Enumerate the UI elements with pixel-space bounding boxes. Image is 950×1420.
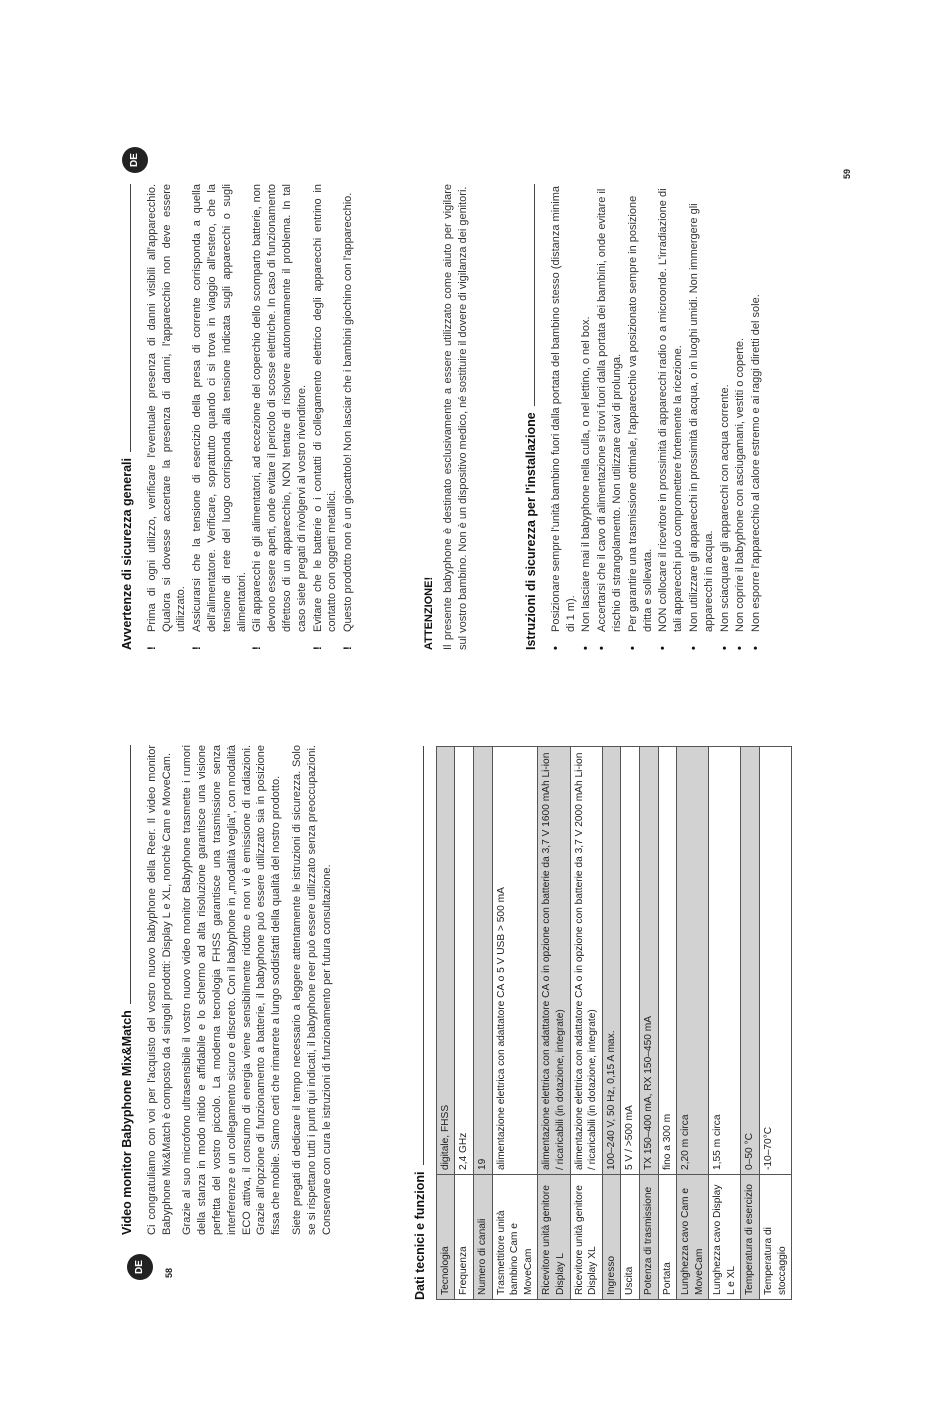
install-item-marker: • (750, 646, 763, 650)
spec-title-row (413, 746, 428, 1300)
spec-table (436, 746, 792, 1300)
warning-item (311, 184, 341, 650)
title-rule (423, 746, 424, 1166)
spec-row (621, 747, 640, 1300)
spec-value: -10–70°C (760, 747, 792, 1175)
spec-row (741, 747, 760, 1300)
intro-paragraph-1: Ci congratuliamo con voi per l'acquisto del vostro nuovo babyphone della Reer. Il video monitor Babyphone Mix&Match è composto da 4 singoli prodotti: Display L e XL, nonché Cam e MoveCam. (145, 745, 173, 1235)
warning-item-text: Prima di ogni utilizzo, verificare l'eventuale presenza di danni visibili all'apparecchio. Qualora si dovesse accertare la presenza di danni, l'apparecchio non deve essere utilizzato. (145, 184, 188, 632)
spec-key: Temperatura di esercizio (741, 1175, 760, 1300)
spec-row (760, 747, 792, 1300)
spec-value: alimentazione elettrica con adattatore CA o in opzione con batterie da 3,7 V 2000 mAh Li-ion / ricaricabili (in dotazione, integrate) (570, 747, 602, 1175)
spec-row (538, 747, 570, 1300)
spec-value: TX 150–400 mA, RX 150–450 mA (639, 747, 658, 1175)
spec-key: Ricevitore unità genitore Display XL (570, 1175, 602, 1300)
title-rule (130, 184, 131, 452)
title-rule (130, 745, 131, 1004)
warning-item (250, 184, 309, 650)
warnings-section (120, 184, 357, 650)
install-item (718, 184, 733, 650)
install-item-text: Posizionare sempre l'unità bambino fuori dalla portata del bambino stesso (distanza minima di 1 m). (549, 186, 577, 632)
warning-item-text: Evitare che le batterie o i contatti di collegamento elettrico degli apparecchi entrino in contatto con oggetti metallici. (311, 184, 339, 632)
spec-key: Numero di canali (473, 1175, 492, 1300)
spec-row (658, 747, 677, 1300)
install-section (524, 184, 765, 650)
spec-row (677, 747, 709, 1300)
install-item-text: Non sciacquare gli apparecchi con acqua corrente. (718, 384, 731, 632)
spec-row (639, 747, 658, 1300)
spec-key: Temperatura di stoccaggio (760, 1175, 792, 1300)
warning-item-text: Questo prodotto non è un giocattolo! Non lasciar che i bambini giochino con l'apparecchio. (342, 192, 355, 632)
spec-key: Ricevitore unità genitore Display L (538, 1175, 570, 1300)
spec-key: Frequenza (455, 1175, 474, 1300)
intro-column (120, 745, 340, 1235)
install-list (549, 184, 764, 650)
install-item-marker: • (657, 646, 670, 650)
install-item-text: Per garantire una trasmissione ottimale, l'apparecchio va posizionato sempre in posizione dritta e sollevata. (626, 195, 654, 632)
spec-key: Portata (658, 1175, 677, 1300)
spec-value: fino a 300 m (658, 747, 677, 1175)
warning-item (341, 184, 356, 650)
attention-section (422, 184, 476, 650)
warnings-title-row (120, 184, 135, 650)
warning-item-marker: ! (191, 646, 204, 650)
install-item-marker: • (549, 646, 562, 650)
spec-row (436, 747, 455, 1300)
install-item (656, 184, 686, 650)
warning-item-marker: ! (145, 646, 158, 650)
install-item-text: NON collocare il ricevitore in prossimità di apparecchi radio o a microonde. L'irradiazione di tali apparecchi può compromettere fortemente la ricezione. (657, 188, 685, 632)
warning-item-marker: ! (342, 646, 355, 650)
warning-item (145, 184, 189, 650)
spec-value: 0–50 °C (741, 747, 760, 1175)
language-badge-right: DE (122, 147, 148, 173)
spec-value: alimentazione elettrica con adattatore CA o in opzione con batterie da 3,7 V 1600 mAh Li-ion / ricaricabili (in dotazione, integrate) (538, 747, 570, 1175)
warnings-title: Avvertenze di sicurezza generali (120, 458, 134, 650)
install-item-text: Accertarsi che il cavo di alimentazione si trovi fuori dalla portata dei bambini, onde evitare il rischio di strangolamento. Non utilizzare cavi di prolunga. (596, 188, 623, 632)
spec-row (473, 747, 492, 1300)
install-item (626, 184, 656, 650)
install-title-row (524, 184, 539, 650)
warning-item-marker: ! (251, 646, 264, 650)
install-item-text: Non esporre l'apparecchio al calore estremo e ai raggi diretti del sole. (750, 294, 763, 632)
install-item-text: Non lasciare mai il babyphone nella culla, o nel lettino, o nel box. (580, 316, 593, 632)
install-item-marker: • (734, 646, 747, 650)
language-badge-left: DE (127, 1254, 153, 1280)
install-item-marker: • (687, 646, 700, 650)
spec-value: 19 (473, 747, 492, 1175)
spec-row (602, 747, 621, 1300)
spec-key: Lunghezza cavo Display L e XL (709, 1175, 741, 1300)
warning-item-text: Gli apparecchi e gli alimentatori, ad eccezione del coperchio dello scomparto batterie, non devono essere aperti, onde evitare il pericolo di scosse elettriche. In caso di funzionamento difettoso di un apparecchio, NON tentare di risolvere autonomamente il problema. In tal caso siete pregati di rivolgervi al vostro rivenditore. (251, 184, 308, 632)
warning-item-text: Assicurarsi che la tensione di esercizio della presa di corrente corrisponda a quella dell'alimentatore. Verificare, soprattutto quando ci si trova in viaggio all'estero, che la tensione di rete del luogo corrisponda alla tensione indicata sugli apparecchi o sugli alimentatori. (191, 184, 248, 632)
install-title: Istruzioni di sicurezza per l'installazione (524, 412, 538, 650)
install-item-marker: • (626, 646, 639, 650)
warning-item (190, 184, 249, 650)
install-item (687, 184, 717, 650)
spec-key: Uscita (621, 1175, 640, 1300)
spec-key: Potenza di trasmissione (639, 1175, 658, 1300)
spec-row (455, 747, 474, 1300)
spec-row (492, 747, 538, 1300)
page-number-right: 59 (842, 168, 852, 179)
spec-key: Trasmettitore unità bambino Cam e MoveCam (492, 1175, 538, 1300)
install-item (579, 184, 594, 650)
intro-title: Video monitor Babyphone Mix&Match (120, 1010, 134, 1235)
page-number-left: 58 (164, 1267, 174, 1278)
spec-value: 2,4 GHz (455, 747, 474, 1175)
intro-paragraph-3: Siete pregati di dedicare il tempo necessario a leggere attentamente le istruzioni di sicurezza. Solo se si rispettano tutti i punti qui indicati, il babyphone reer può essere utilizzato senza preoccupazioni. Conservare con cura le istruzioni di funzionamento per futura consultazione. (290, 745, 333, 1235)
spec-value: 5 V / >500 mA (621, 747, 640, 1175)
spec-row (709, 747, 741, 1300)
intro-paragraph-2: Grazie al suo microfono ultrasensibile il vostro nuovo video monitor Babyphone trasmette i rumori della stanza in modo nitido e affidabile e lo schermo ad alta risoluzione garantisce una visione perfetta del vostro piccolo. La moderna tecnologia FHSS garantisce una trasmissione senza interferenze e un collegamento sicuro e discreto. Con il babyphone in „modalità veglia", con modalità ECO attiva, il consumo di energia viene sensibilmente ridotto e non vi è emissione di radiazioni. Grazie all'opzione di funzionamento a batterie, il babyphone può essere utilizzato sia in posizione fissa che mobile. Siamo certi che rimarrete a lungo soddisfatti della qualità del nostro prodotto. (181, 744, 283, 1235)
intro-title-row (120, 745, 135, 1235)
install-item-marker: • (718, 646, 731, 650)
title-rule (534, 184, 535, 406)
install-item-marker: • (580, 646, 593, 650)
spec-value: digitale, FHSS (436, 747, 455, 1175)
spec-value: alimentazione elettrica con adattatore CA o 5 V USB > 500 mA (492, 747, 538, 1175)
install-item-marker: • (596, 646, 609, 650)
spec-section (413, 746, 792, 1300)
spec-key: Tecnologia (436, 1175, 455, 1300)
warning-item-marker: ! (311, 646, 324, 650)
spec-value: 100–240 V, 50 Hz, 0,15 A max. (602, 747, 621, 1175)
install-item (733, 184, 748, 650)
spec-title: Dati tecnici e funzioni (413, 1171, 427, 1300)
install-item (595, 184, 625, 650)
spec-value: 2,20 m circa (677, 747, 709, 1175)
warnings-list (145, 184, 356, 650)
install-item (749, 184, 764, 650)
install-item-text: Non utilizzare gli apparecchi in prossimità di acqua, o in luoghi umidi. Non immergere gli apparecchi in acqua. (687, 203, 715, 632)
spec-row (570, 747, 602, 1300)
spec-value: 1,55 m circa (709, 747, 741, 1175)
spec-key: Lunghezza cavo Cam e MoveCam (677, 1175, 709, 1300)
install-item-text: Non coprire il babyphone con asciugamani, vestiti o coperte. (734, 337, 747, 632)
attention-title: ATTENZIONE! (423, 576, 435, 650)
spec-key: Ingresso (602, 1175, 621, 1300)
install-item (549, 184, 579, 650)
attention-text: Il presente babyphone è destinato esclusivamente a essere utilizzato come aiuto per vigilare sul vostro bambino. Non è un dispositivo medico, né sostituire il dovere di vigilanza dei genitori. (441, 184, 469, 650)
